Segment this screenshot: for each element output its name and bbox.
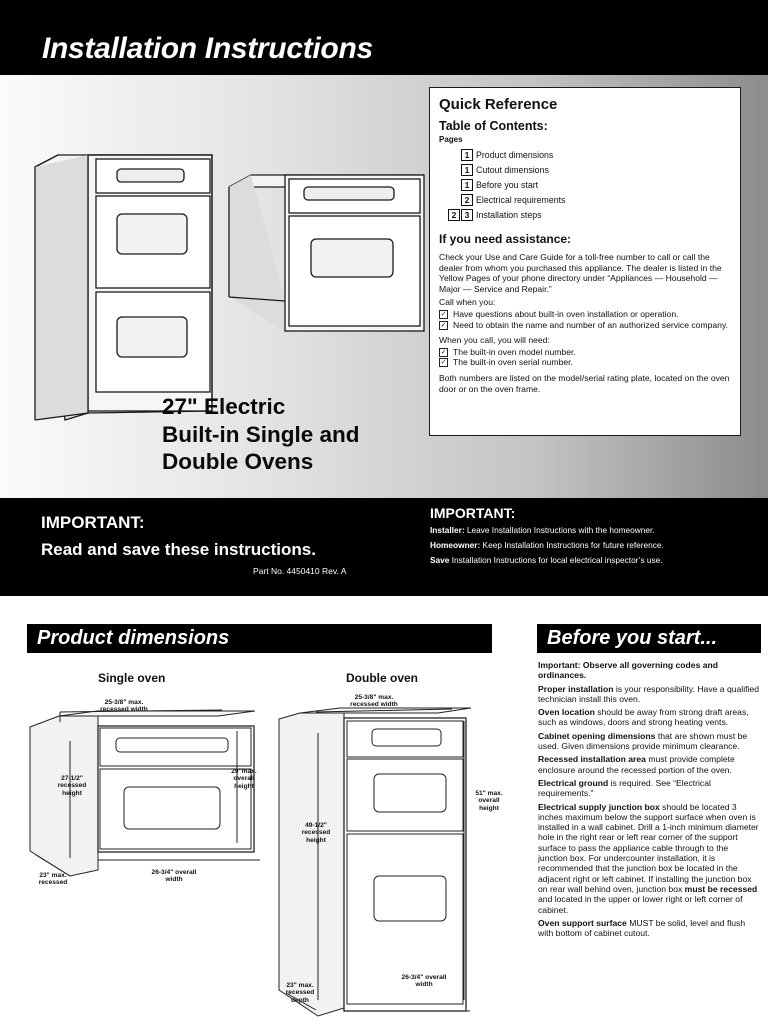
checkbox-icon: ✓	[440, 310, 447, 318]
bys-bold: Proper installation	[538, 683, 614, 694]
page-number-box: 1	[461, 149, 473, 161]
double-oven-title: Double oven	[346, 671, 419, 685]
bys-bold: Recessed installation area	[538, 754, 646, 765]
checklist-text: Need to obtain the name and number of an authorized service company.	[453, 319, 729, 330]
dimension-label: 26-3/4" overall width	[151, 869, 197, 884]
bys-text: MUST be solid, level and flush with bottom of cabinet cutout.	[538, 917, 746, 939]
toc-item-label: Electrical requirements	[476, 194, 566, 205]
read-save-text: Read and save these instructions.	[41, 540, 316, 559]
important-heading-left: IMPORTANT:	[41, 513, 145, 532]
bys-bold: Electrical ground	[538, 777, 609, 788]
checkbox-icon: ✓	[440, 359, 447, 367]
call-when-label: Call when you:	[439, 297, 496, 308]
dimension-label: 26-3/4" overall width	[401, 974, 447, 989]
part-number: Part No. 4450410 Rev. A	[253, 566, 347, 576]
page-number-box: 1	[461, 179, 473, 191]
hero-title-line: 27" Electric	[162, 394, 286, 419]
dimension-label: 29"max. overall height	[231, 768, 257, 790]
checklist-text: Have questions about built-in oven installation or operation.	[453, 308, 679, 319]
bys-text: should be located 3 inches maximum below the support surface when oven is installed in a wall cabinet. Drill a 1-inch minimum diameter hole in the right rear or left rear corner of the support surface to pass the appliance cable through to the junction box. For undercounter installation, it is recommended that the junction box be located in the adjacent right or left cabinet. If installing the junction box on rear wall behind oven, junction box	[538, 801, 759, 894]
double-oven-diagram	[279, 708, 471, 1016]
hero-title-line: Double Ovens	[162, 449, 314, 474]
pages-label: Pages	[439, 135, 463, 144]
bys-bold: Oven support surface	[538, 917, 627, 928]
checkbox-icon: ✓	[440, 348, 447, 356]
need-label: When you call, you will need:	[439, 335, 550, 346]
important-line-text: Keep Installation Instructions for future reference.	[480, 540, 664, 550]
assistance-title: If you need assistance:	[439, 232, 572, 246]
important-line-bold: Save	[430, 555, 450, 565]
dimension-label: 23" max. recessed depth	[285, 982, 315, 1004]
bys-paragraph	[538, 731, 760, 752]
footnote-text: Both numbers are listed on the model/serial rating plate, located on the oven door or on the oven frame.	[439, 372, 730, 394]
important-line-text: Installation Instructions for local electrical inspector’s use.	[449, 555, 663, 565]
bys-text: is your responsibility. Have a qualified technician install this oven.	[538, 683, 759, 704]
toc-item-label: Installation steps	[476, 209, 542, 220]
single-oven-title: Single oven	[98, 671, 166, 685]
bys-text: and located in the upper or lower right or left corner of cabinet.	[538, 894, 743, 915]
important-line-text: Leave Installation Instructions with the homeowner.	[464, 525, 655, 535]
bys-paragraph	[538, 802, 760, 915]
dimension-label: 25-3/8" max. recessed width	[100, 699, 148, 714]
dimension-label: 27-1/2" recessed height	[57, 775, 87, 797]
document-title: Installation Instructions	[42, 32, 373, 65]
toc-item-label: Before you start	[476, 179, 539, 190]
bys-bold: must be recessed	[684, 883, 758, 894]
quick-reference-title: Quick Reference	[439, 96, 558, 113]
checklist-text: The built-in oven model number.	[453, 346, 576, 357]
checklist-text: The built-in oven serial number.	[453, 357, 573, 368]
dimension-label: 23" max. recessed	[38, 872, 68, 887]
page-number-box: 2	[461, 194, 473, 206]
dimension-label: 49-1/2" recessed height	[301, 822, 331, 844]
dimension-label: 25-3/8" max. recessed width	[350, 694, 398, 709]
important-line-bold: Installer:	[430, 525, 465, 535]
bys-text: that are shown must be used. Given dimensions provide minimum clearance.	[538, 730, 748, 752]
product-dimensions-heading: Product dimensions	[27, 624, 492, 653]
important-heading-right: IMPORTANT:	[430, 505, 516, 521]
toc-item-label: Product dimensions	[476, 149, 554, 160]
bys-paragraph	[538, 918, 760, 939]
page-number-box: 2	[448, 209, 460, 221]
bys-paragraph	[538, 684, 760, 705]
bys-bold: Cabinet opening dimensions	[538, 730, 656, 741]
toc-title: Table of Contents:	[439, 119, 548, 133]
checkbox-icon: ✓	[440, 321, 447, 329]
toc-item-label: Cutout dimensions	[476, 164, 549, 175]
dimension-label: 51" max. overall height	[475, 790, 503, 812]
bys-text: must provide complete enclosure around the recessed portion of the oven.	[538, 754, 735, 775]
bys-paragraph	[538, 707, 760, 728]
bys-text: should be away from strong draft areas, such as windows, doors and strong heating vents.	[538, 707, 749, 728]
page-number-box: 1	[461, 164, 473, 176]
before-you-start-heading: Before you start...	[537, 624, 761, 653]
hero-title-line: Built-in Single and	[162, 421, 360, 447]
bys-bold: Oven location	[538, 707, 595, 718]
bys-paragraph	[538, 754, 760, 775]
bys-paragraph	[538, 778, 760, 799]
bys-text: is required. See “Electrical requirements.”	[538, 777, 711, 799]
page-number-box: 3	[461, 209, 473, 221]
assistance-text: Check your Use and Care Guide for a toll-free number to call or call the dealer from whom you purchased this appliance. The dealer is listed in the Yellow Pages of your phone directory under “Appliances — Household — Major — Service and Repair.”	[439, 252, 722, 294]
important-line-bold: Homeowner:	[430, 540, 481, 550]
bys-bold: Electrical supply junction box	[538, 801, 660, 812]
intro-text: Important: Observe all governing codes and ordinances.	[538, 660, 719, 681]
before-you-start-text	[538, 660, 760, 941]
